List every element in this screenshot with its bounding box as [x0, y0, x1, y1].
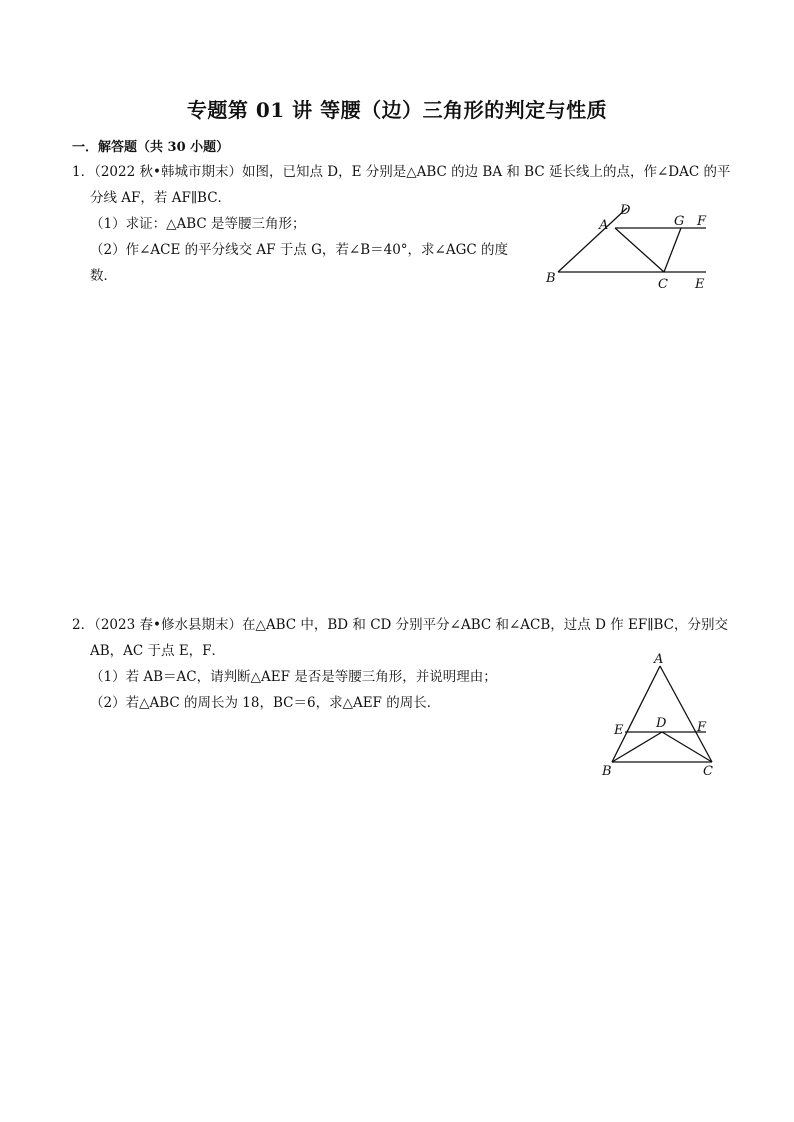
question-1-figure	[540, 200, 720, 295]
question-2-stem-line-2: AB，AC 于点 E，F．	[90, 643, 226, 659]
label-d: D	[656, 716, 667, 731]
question-1-part-1: （1）求证：△ABC 是等腰三角形；	[90, 216, 306, 232]
section-heading: 一．解答题（共 30 小题）	[72, 140, 230, 155]
question-1-part-2: （2）作∠ACE 的平分线交 AF 于点 G，若∠B＝40°，求∠AGC 的度	[90, 242, 509, 258]
question-2-part-2: （2）若△ABC 的周长为 18，BC＝6，求△AEF 的周长．	[90, 695, 441, 711]
label-c: C	[658, 277, 668, 292]
label-f: F	[697, 214, 707, 229]
page-title: 专题第 01 讲 等腰（边）三角形的判定与性质	[186, 98, 608, 122]
question-1-stem-line-2: 分线 AF，若 AF∥BC．	[90, 190, 232, 206]
label-e: E	[614, 723, 624, 738]
label-b: B	[546, 271, 556, 286]
label-b: B	[602, 764, 612, 779]
question-2-part-1: （1）若 AB＝AC，请判断△AEF 是否是等腰三角形，并说明理由；	[90, 669, 497, 685]
question-1-part-2-continued: 数．	[90, 268, 117, 284]
question-2-figure	[598, 648, 728, 780]
question-1-stem-line-1: 1．（2022 秋•韩城市期末）如图，已知点 D，E 分别是△ABC 的边 BA 和 BC 延长线上的点，作∠DAC 的平	[72, 164, 731, 180]
label-f: F	[697, 720, 707, 735]
label-g: G	[674, 214, 685, 229]
line-bd	[558, 208, 627, 272]
label-a: A	[654, 652, 664, 667]
label-d: D	[620, 203, 631, 218]
line-cg	[664, 228, 681, 272]
label-e: E	[695, 277, 705, 292]
line-ac	[660, 666, 712, 762]
line-ac	[615, 228, 664, 272]
label-c: C	[703, 764, 713, 779]
label-a: A	[599, 218, 609, 233]
question-2-stem-line-1: 2．（2023 春•修水县期末）在△ABC 中，BD 和 CD 分别平分∠ABC 和∠ACB，过点 D 作 EF∥BC，分别交	[72, 617, 728, 633]
question-2-figure-lines	[612, 666, 712, 762]
